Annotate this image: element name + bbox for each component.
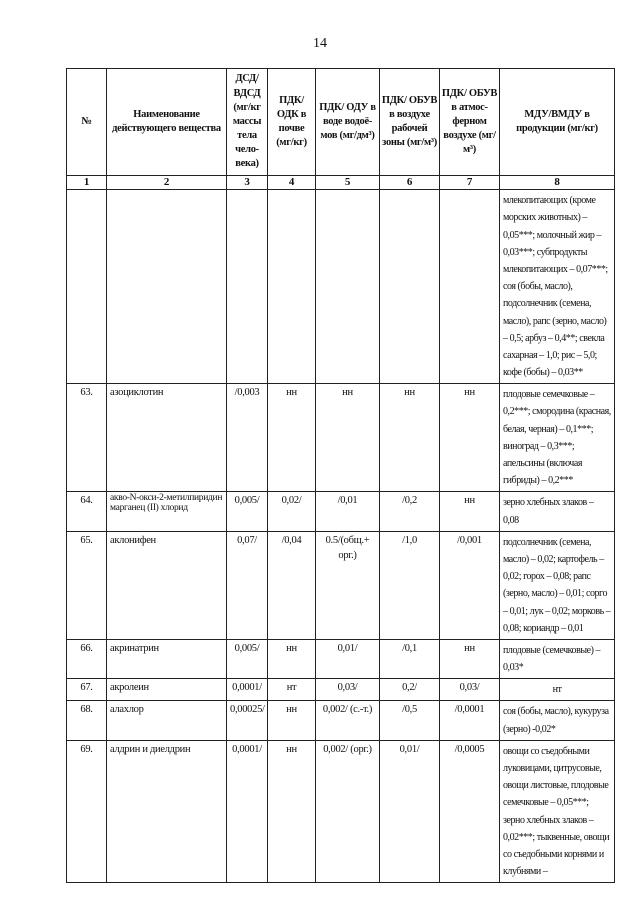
pesticide-table bbox=[66, 68, 615, 883]
row-number: 67. bbox=[67, 679, 107, 701]
header-pdk-work-air: ПДК/ ОБУВ в воздухе рабочей зоны (мг/м³) bbox=[380, 69, 440, 176]
row-number: 66. bbox=[67, 639, 107, 678]
header-pdk-atm-air: ПДК/ ОБУВ в атмос-ферном воздухе (мг/м³) bbox=[440, 69, 500, 176]
substance-name: акролеин bbox=[107, 679, 227, 701]
pdk-water-value: 0.5/(общ.+ орг.) bbox=[316, 531, 380, 639]
mdu-value: овощи со съедобными луковицами, цитрусовые, овощи листовые, плодовые семечковые – 0,05***; зерно хлебных злаков – 0,02***; тыквенные, овощи со съедобными корнями и клубнями – bbox=[500, 740, 615, 883]
row-number bbox=[67, 190, 107, 384]
substance-name bbox=[107, 190, 227, 384]
header-dsd: ДСД/ ВДСД (мг/кг массы тела чело-века) bbox=[227, 69, 268, 176]
pdk-work-air-value: /0,1 bbox=[380, 639, 440, 678]
mdu-value: подсолнечник (семена, масло) – 0,02; картофель – 0,02; горох – 0,08; рапс (зерно, масло) – 0,01; сорго – 0,01; лук – 0,02; морковь – 0,08; кориандр – 0,01 bbox=[500, 531, 615, 639]
row-number: 69. bbox=[67, 740, 107, 883]
substance-name: алдрин и диелдрин bbox=[107, 740, 227, 883]
pdk-water-value: 0,002/ (с.-т.) bbox=[316, 701, 380, 740]
pdk-atm-air-value: 0,03/ bbox=[440, 679, 500, 701]
substance-name: акринатрин bbox=[107, 639, 227, 678]
table-row bbox=[67, 639, 615, 678]
pdk-soil-value: нн bbox=[268, 384, 316, 492]
pdk-soil-value: /0,04 bbox=[268, 531, 316, 639]
pdk-atm-air-value bbox=[440, 190, 500, 384]
page-number: 14 bbox=[313, 36, 327, 51]
column-number: 4 bbox=[268, 176, 316, 190]
pdk-work-air-value: 0,2/ bbox=[380, 679, 440, 701]
dsd-value: /0,003 bbox=[227, 384, 268, 492]
dsd-value: 0,0001/ bbox=[227, 740, 268, 883]
pdk-atm-air-value: /0,0001 bbox=[440, 701, 500, 740]
mdu-value: плодовые (семечковые) – 0,03* bbox=[500, 639, 615, 678]
header-pdk-water: ПДК/ ОДУ в воде водоё-мов (мг/дм³) bbox=[316, 69, 380, 176]
table-row bbox=[67, 701, 615, 740]
pdk-soil-value: 0,02/ bbox=[268, 492, 316, 531]
substance-name: акво-N-окси-2-метилпиридин марганец (II) хлорид bbox=[107, 492, 227, 531]
header-row bbox=[67, 69, 615, 176]
column-number-row bbox=[67, 176, 615, 190]
pdk-work-air-value bbox=[380, 190, 440, 384]
pdk-soil-value: нт bbox=[268, 679, 316, 701]
pdk-water-value: нн bbox=[316, 384, 380, 492]
pdk-atm-air-value: /0,001 bbox=[440, 531, 500, 639]
pdk-work-air-value: 0,01/ bbox=[380, 740, 440, 883]
column-number: 6 bbox=[380, 176, 440, 190]
substance-name: аклонифен bbox=[107, 531, 227, 639]
dsd-value: 0,0001/ bbox=[227, 679, 268, 701]
mdu-value: плодовые семечковые – 0,2***; смородина (красная, белая, черная) – 0,1***; виноград – 0,3***; апельсины (включая гибриды) – 0,2*** bbox=[500, 384, 615, 492]
row-number: 64. bbox=[67, 492, 107, 531]
row-number: 68. bbox=[67, 701, 107, 740]
table-row bbox=[67, 384, 615, 492]
pdk-work-air-value: /0,2 bbox=[380, 492, 440, 531]
column-number: 3 bbox=[227, 176, 268, 190]
dsd-value: 0,005/ bbox=[227, 639, 268, 678]
header-number: № bbox=[67, 69, 107, 176]
dsd-value bbox=[227, 190, 268, 384]
row-number: 63. bbox=[67, 384, 107, 492]
header-mdu: МДУ/ВМДУ в продукции (мг/кг) bbox=[500, 69, 615, 176]
substance-name: алахлор bbox=[107, 701, 227, 740]
pdk-soil-value: нн bbox=[268, 740, 316, 883]
dsd-value: 0,07/ bbox=[227, 531, 268, 639]
pdk-soil-value bbox=[268, 190, 316, 384]
substance-name: азоциклотин bbox=[107, 384, 227, 492]
pdk-water-value bbox=[316, 190, 380, 384]
column-number: 7 bbox=[440, 176, 500, 190]
pdk-water-value: 0,002/ (орг.) bbox=[316, 740, 380, 883]
pdk-work-air-value: нн bbox=[380, 384, 440, 492]
pdk-atm-air-value: /0,0005 bbox=[440, 740, 500, 883]
column-number: 8 bbox=[500, 176, 615, 190]
pdk-atm-air-value: нн bbox=[440, 384, 500, 492]
pdk-soil-value: нн bbox=[268, 701, 316, 740]
column-number: 1 bbox=[67, 176, 107, 190]
pdk-soil-value: нн bbox=[268, 639, 316, 678]
pdk-water-value: 0,03/ bbox=[316, 679, 380, 701]
pdk-work-air-value: /0,5 bbox=[380, 701, 440, 740]
table-row bbox=[67, 190, 615, 384]
header-substance-name: Наименование действующего вещества bbox=[107, 69, 227, 176]
column-number: 5 bbox=[316, 176, 380, 190]
mdu-value: зерно хлебных злаков – 0,08 bbox=[500, 492, 615, 531]
pdk-atm-air-value: нн bbox=[440, 639, 500, 678]
column-number: 2 bbox=[107, 176, 227, 190]
row-number: 65. bbox=[67, 531, 107, 639]
table-row bbox=[67, 492, 615, 531]
pdk-work-air-value: /1,0 bbox=[380, 531, 440, 639]
header-pdk-soil: ПДК/ ОДК в почве (мг/кг) bbox=[268, 69, 316, 176]
pdk-water-value: /0,01 bbox=[316, 492, 380, 531]
pdk-atm-air-value: нн bbox=[440, 492, 500, 531]
mdu-value: нт bbox=[500, 679, 615, 701]
dsd-value: 0,005/ bbox=[227, 492, 268, 531]
mdu-value: млекопитающих (кроме морских животных) – 0,05***; молочный жир –0,03***; субпродукты млекопитающих – 0,07***; соя (бобы, масло), подсолнечник (семена, масло), рапс (зерно, масло) – 0,5; арбуз – 0,4**; свекла сахарная – 1,0; рис – 5,0; кофе (бобы) – 0,03** bbox=[500, 190, 615, 384]
table-row bbox=[67, 740, 615, 883]
table-row bbox=[67, 531, 615, 639]
mdu-value: соя (бобы, масло), кукуруза (зерно) -0,02* bbox=[500, 701, 615, 740]
pdk-water-value: 0,01/ bbox=[316, 639, 380, 678]
dsd-value: 0,00025/ bbox=[227, 701, 268, 740]
table-row bbox=[67, 679, 615, 701]
